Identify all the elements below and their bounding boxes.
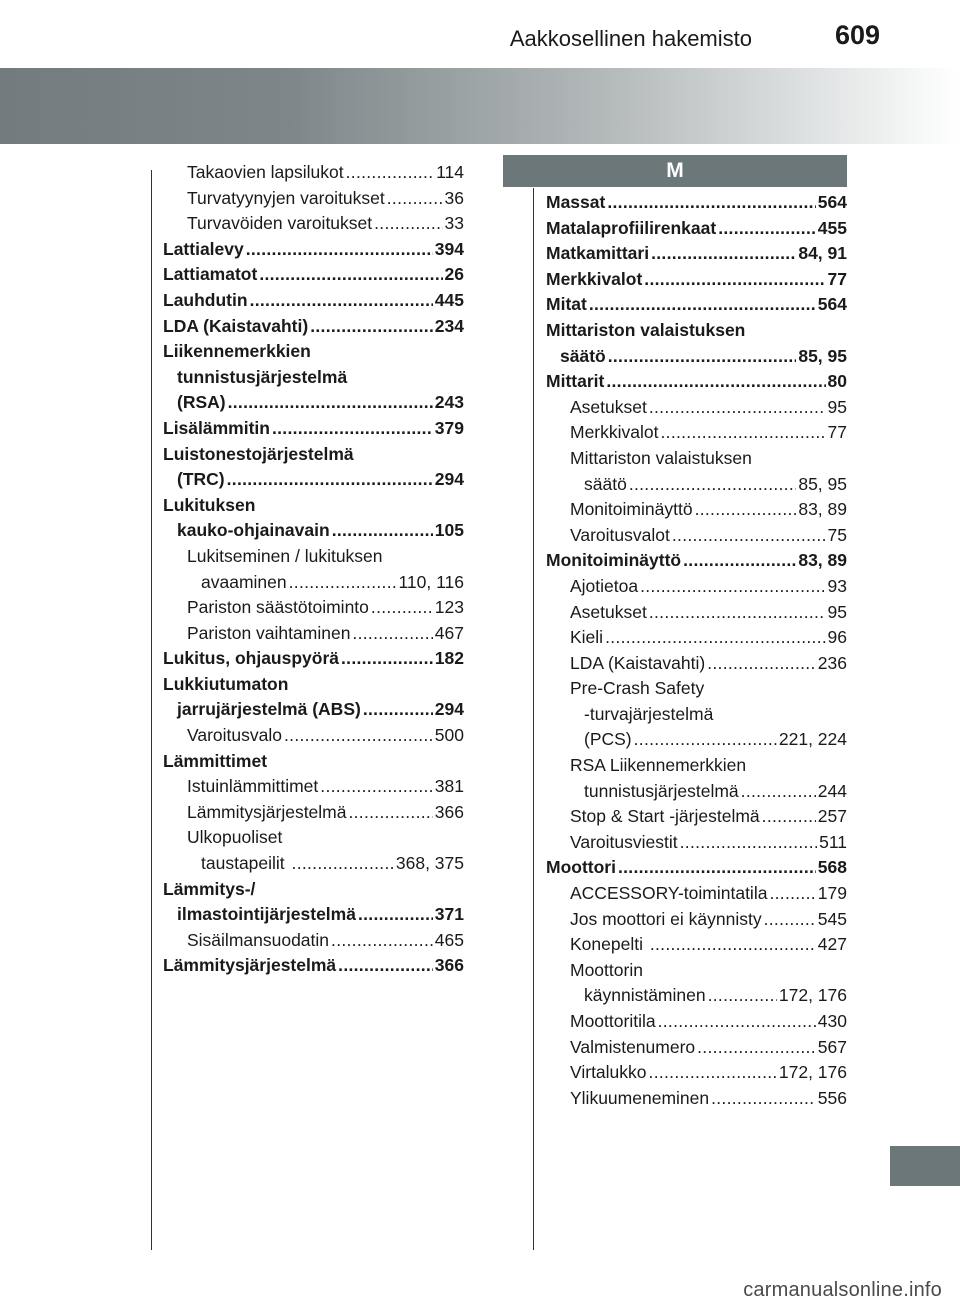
- entry-page-ref: 83, 89: [798, 499, 847, 520]
- entry-page-ref: 95: [827, 396, 847, 417]
- entry-row: [546, 881, 847, 907]
- entry-term: Monitoiminäyttö: [570, 499, 693, 520]
- entry-term: (PCS): [584, 729, 632, 750]
- entry-row: [546, 420, 847, 446]
- dot-leader: [346, 160, 434, 186]
- entry-row: [546, 292, 847, 318]
- entry-row: [163, 570, 464, 596]
- entry-text-line: Liikennemerkkien: [163, 341, 311, 362]
- index-entry: [546, 420, 847, 446]
- dot-leader: [661, 420, 826, 446]
- entry-term: kauko-ohjainavain: [177, 520, 330, 541]
- dot-leader: [589, 292, 816, 318]
- entry-term: Konepelti: [570, 934, 648, 955]
- entry-row: [163, 928, 464, 954]
- entry-term: Moottori: [546, 857, 616, 878]
- entry-page-ref: 455: [817, 217, 847, 238]
- dot-leader: [649, 600, 826, 626]
- entry-page-ref: 85, 95: [798, 473, 847, 494]
- dot-leader: [310, 314, 433, 340]
- entry-row: [163, 902, 464, 928]
- entry-row: [546, 216, 847, 242]
- entry-page-ref: 172, 176: [778, 1062, 847, 1083]
- entry-page-ref: 366: [434, 955, 464, 976]
- entry-row: [163, 953, 464, 979]
- entry-page-ref: 83, 89: [798, 550, 847, 571]
- entry-page-ref: 179: [817, 883, 847, 904]
- entry-page-ref: 33: [444, 213, 464, 234]
- dot-leader: [769, 881, 815, 907]
- entry-page-ref: 371: [434, 904, 464, 925]
- entry-page-ref: 85, 95: [798, 345, 847, 366]
- entry-text-line: Moottorin: [570, 959, 643, 980]
- entry-row: [163, 390, 464, 416]
- entry-term: Ajotietoa: [570, 575, 639, 596]
- entry-page-ref: 445: [434, 289, 464, 310]
- entry-row: [163, 697, 464, 723]
- index-entry: [546, 1060, 847, 1086]
- index-entry: [163, 339, 464, 416]
- dot-leader: [762, 804, 816, 830]
- entry-row: [546, 1035, 847, 1061]
- entry-page-ref: 511: [819, 831, 847, 852]
- entry-page-ref: 110, 116: [398, 571, 464, 592]
- entry-term: Matkamittari: [546, 243, 650, 264]
- entry-row: [163, 237, 464, 263]
- entry-page-ref: 379: [434, 417, 464, 438]
- entry-row: [546, 600, 847, 626]
- entry-page-ref: 172, 176: [778, 985, 847, 1006]
- entry-page-ref: 243: [434, 392, 464, 413]
- entry-term: Varoitusvalo: [187, 725, 283, 746]
- index-entry: [163, 493, 464, 544]
- dot-leader: [683, 548, 796, 574]
- entry-page-ref: 77: [827, 422, 847, 443]
- index-entry: [163, 544, 464, 595]
- index-entry: [546, 651, 847, 677]
- index-entry: [546, 523, 847, 549]
- entry-term: Mitat: [546, 294, 587, 315]
- entry-term: Asetukset: [570, 396, 647, 417]
- index-entry: [163, 800, 464, 826]
- entry-term: säätö: [560, 345, 606, 366]
- entry-term: Pariston vaihtaminen: [187, 622, 351, 643]
- entry-term: Lattiamatot: [163, 264, 258, 285]
- dot-leader: [672, 523, 826, 549]
- index-entry: [546, 958, 847, 1009]
- dot-leader: [332, 518, 433, 544]
- entry-row: [163, 288, 464, 314]
- entry-row: [163, 467, 464, 493]
- entry-row: [163, 774, 464, 800]
- entry-row: [546, 1060, 847, 1086]
- dot-leader: [331, 928, 433, 954]
- index-entry: [546, 676, 847, 753]
- entry-page-ref: 221, 224: [778, 729, 847, 750]
- index-column-right: [546, 190, 847, 1111]
- entry-row: [163, 518, 464, 544]
- entry-term: Stop & Start -järjestelmä: [570, 806, 760, 827]
- dot-leader: [363, 697, 433, 723]
- header-banner: [0, 68, 960, 144]
- dot-leader: [284, 723, 433, 749]
- index-entry: [546, 907, 847, 933]
- entry-row: [546, 779, 847, 805]
- entry-text-line: Mittariston valaistuksen: [570, 447, 752, 468]
- entry-page-ref: 564: [817, 192, 847, 212]
- index-entry: [546, 497, 847, 523]
- entry-term: Turvavöiden varoitukset: [187, 213, 373, 234]
- left-column-rule: [151, 170, 152, 1250]
- entry-row: [546, 548, 847, 574]
- entry-term: Merkkivalot: [546, 268, 643, 289]
- index-entry: [546, 881, 847, 907]
- index-entry: [163, 621, 464, 647]
- dot-leader: [348, 800, 432, 826]
- entry-page-ref: 182: [434, 648, 464, 669]
- index-entry: [163, 825, 464, 876]
- dot-leader: [352, 621, 432, 647]
- entry-term: Monitoiminäyttö: [546, 550, 682, 571]
- entry-row: [546, 395, 847, 421]
- entry-page-ref: 294: [434, 469, 464, 490]
- section-letter: M: [666, 159, 684, 182]
- dot-leader: [764, 907, 816, 933]
- index-entry: [546, 804, 847, 830]
- entry-text-line: Lämmittimet: [163, 750, 268, 771]
- entry-term: Asetukset: [570, 601, 647, 622]
- index-entry: [163, 723, 464, 749]
- entry-term: Lämmitysjärjestelmä: [163, 955, 337, 976]
- entry-term: taustapeilit: [201, 853, 290, 874]
- entry-term: (RSA): [177, 392, 226, 413]
- entry-row: [546, 369, 847, 395]
- entry-page-ref: 430: [817, 1011, 847, 1031]
- index-entry: [163, 953, 464, 979]
- index-entry: [546, 1009, 847, 1035]
- dot-leader: [644, 267, 825, 293]
- entry-row: [546, 267, 847, 293]
- entry-row: [546, 472, 847, 498]
- entry-text-line: Pre-Crash Safety: [570, 678, 705, 699]
- entry-page-ref: 294: [434, 699, 464, 720]
- entry-text-line: Lukituksen: [163, 494, 256, 515]
- entry-term: Varoitusvalot: [570, 524, 670, 545]
- watermark: carmanualsonline.info: [743, 1279, 942, 1301]
- entry-page-ref: 465: [434, 929, 464, 950]
- entry-term: Pariston säästötoiminto: [187, 597, 369, 618]
- entry-row: [546, 497, 847, 523]
- entry-row: [546, 727, 847, 753]
- entry-term: Turvatyynyjen varoitukset: [187, 187, 385, 208]
- entry-row: [163, 416, 464, 442]
- entry-term: Lisälämmitin: [163, 417, 270, 438]
- entry-row: [546, 804, 847, 830]
- right-column-rule: [533, 188, 534, 1250]
- index-entry: [546, 446, 847, 497]
- entry-row: [546, 523, 847, 549]
- entry-term: Lauhdutin: [163, 289, 248, 310]
- index-entry: [163, 877, 464, 928]
- dot-leader: [358, 902, 433, 928]
- index-entry: [546, 369, 847, 395]
- dot-leader: [387, 186, 443, 212]
- index-entry: [163, 160, 464, 186]
- index-entry: [546, 600, 847, 626]
- dot-leader: [259, 262, 442, 288]
- entry-page-ref: 564: [817, 294, 847, 315]
- entry-page-ref: 114: [436, 162, 464, 182]
- index-entry: [163, 442, 464, 493]
- dot-leader: [228, 390, 433, 416]
- dot-leader: [320, 774, 433, 800]
- entry-term: tunnistusjärjestelmä: [584, 780, 739, 801]
- dot-leader: [697, 1035, 816, 1061]
- entry-row: [546, 983, 847, 1009]
- entry-term: LDA (Kaistavahti): [163, 315, 309, 336]
- entry-row: [163, 186, 464, 212]
- entry-term: Virtalukko: [570, 1062, 647, 1083]
- entry-page-ref: 568: [817, 857, 847, 878]
- index-entry: [163, 749, 464, 775]
- index-entry: [163, 774, 464, 800]
- entry-term: Ylikuumeneminen: [570, 1087, 710, 1108]
- entry-row: [163, 314, 464, 340]
- dot-leader: [246, 237, 433, 263]
- entry-row: [546, 344, 847, 370]
- entry-term: jarrujärjestelmä (ABS): [177, 699, 361, 720]
- dot-leader: [718, 216, 816, 242]
- entry-row: [546, 1086, 847, 1112]
- index-entry: [163, 646, 464, 672]
- side-thumb-tab: [890, 1146, 960, 1186]
- entry-term: LDA (Kaistavahti): [570, 652, 706, 673]
- index-entry: [546, 830, 847, 856]
- entry-row: [546, 241, 847, 267]
- entry-text-line: Lämmitys-/: [163, 878, 256, 899]
- entry-text-line: Ulkopuoliset: [187, 827, 283, 848]
- index-entry: [546, 241, 847, 267]
- dot-leader: [640, 574, 825, 600]
- entry-page-ref: 366: [434, 801, 464, 822]
- entry-term: Jos moottori ei käynnisty: [570, 908, 762, 929]
- entry-row: [546, 625, 847, 651]
- dot-leader: [741, 779, 816, 805]
- dot-leader: [629, 472, 797, 498]
- entry-term: avaaminen: [201, 571, 287, 592]
- entry-term: Sisäilmansuodatin: [187, 929, 330, 950]
- index-entry: [546, 1086, 847, 1112]
- entry-row: [546, 574, 847, 600]
- entry-term: ACCESSORY-toimintatila: [570, 883, 768, 904]
- dot-leader: [371, 595, 433, 621]
- dot-leader: [606, 369, 825, 395]
- entry-term: Takaovien lapsilukot: [187, 162, 344, 182]
- dot-leader: [341, 646, 433, 672]
- entry-term: Mittarit: [546, 371, 605, 392]
- dot-leader: [650, 932, 816, 958]
- entry-row: [546, 855, 847, 881]
- dot-leader: [374, 211, 442, 237]
- index-entry: [163, 262, 464, 288]
- entry-page-ref: 545: [817, 908, 847, 929]
- entry-page-ref: 236: [817, 652, 847, 673]
- dot-leader: [708, 983, 777, 1009]
- entry-term: ilmastointijärjestelmä: [177, 904, 356, 925]
- dot-leader: [605, 625, 825, 651]
- entry-row: [163, 262, 464, 288]
- dot-leader: [711, 1086, 816, 1112]
- entry-term: Kieli: [570, 627, 604, 648]
- dot-leader: [250, 288, 433, 314]
- entry-term: Moottoritila: [570, 1011, 656, 1031]
- dot-leader: [618, 855, 816, 881]
- index-entry: [546, 625, 847, 651]
- entry-term: (TRC): [177, 469, 225, 490]
- entry-row: [546, 651, 847, 677]
- entry-term: Merkkivalot: [570, 422, 659, 443]
- index-entry: [546, 1035, 847, 1061]
- entry-term: Matalaprofiilirenkaat: [546, 217, 717, 238]
- entry-row: [546, 907, 847, 933]
- entry-page-ref: 84, 91: [798, 243, 847, 264]
- index-entry: [546, 318, 847, 369]
- entry-page-ref: 257: [817, 806, 847, 827]
- section-header-m: [503, 155, 847, 187]
- entry-page-ref: 26: [444, 264, 464, 285]
- entry-page-ref: 234: [434, 315, 464, 336]
- entry-text-line: RSA Liikennemerkkien: [570, 755, 747, 776]
- dot-leader: [658, 1009, 816, 1035]
- entry-page-ref: 244: [817, 780, 847, 801]
- entry-page-ref: 75: [827, 524, 847, 545]
- entry-row: [163, 160, 464, 186]
- entry-text-line: -turvajärjestelmä: [584, 703, 714, 724]
- index-entry: [546, 548, 847, 574]
- entry-page-ref: 467: [434, 622, 464, 643]
- entry-row: [546, 830, 847, 856]
- entry-term: Varoitusviestit: [570, 831, 678, 852]
- entry-row: [163, 595, 464, 621]
- index-entry: [546, 855, 847, 881]
- page-header: [0, 0, 960, 64]
- entry-page-ref: 427: [817, 934, 847, 955]
- index-entry: [546, 753, 847, 804]
- entry-term: Lattialevy: [163, 238, 244, 259]
- entry-text-line: Lukkiutumaton: [163, 673, 289, 694]
- dot-leader: [292, 851, 394, 877]
- entry-text-line: Lukitseminen / lukituksen: [187, 545, 383, 566]
- dot-leader: [272, 416, 433, 442]
- entry-page-ref: 80: [827, 371, 847, 392]
- entry-row: [163, 800, 464, 826]
- dot-leader: [338, 953, 433, 979]
- index-entry: [163, 237, 464, 263]
- entry-term: Istuinlämmittimet: [187, 776, 319, 797]
- entry-page-ref: 381: [434, 776, 464, 797]
- entry-page-ref: 123: [434, 597, 464, 618]
- index-entry: [546, 267, 847, 293]
- page-number: 609: [834, 20, 880, 50]
- index-entry: [163, 211, 464, 237]
- index-entry: [546, 190, 847, 216]
- index-entry: [546, 395, 847, 421]
- entry-row: [163, 646, 464, 672]
- entry-text-line: tunnistusjärjestelmä: [177, 366, 348, 387]
- dot-leader: [227, 467, 433, 493]
- entry-text-line: Mittariston valaistuksen: [546, 319, 746, 340]
- entry-row: [163, 723, 464, 749]
- index-entry: [163, 314, 464, 340]
- index-entry: [163, 288, 464, 314]
- dot-leader: [607, 190, 815, 216]
- entry-row: [163, 621, 464, 647]
- entry-row: [163, 211, 464, 237]
- entry-page-ref: 96: [827, 627, 847, 648]
- entry-page-ref: 93: [827, 575, 847, 596]
- entry-page-ref: 567: [817, 1036, 847, 1057]
- index-entry: [546, 574, 847, 600]
- dot-leader: [649, 395, 826, 421]
- entry-term: käynnistäminen: [584, 985, 706, 1006]
- dot-leader: [649, 1060, 777, 1086]
- entry-row: [546, 932, 847, 958]
- index-column-left: [163, 160, 464, 979]
- dot-leader: [289, 570, 397, 596]
- index-entry: [163, 928, 464, 954]
- entry-page-ref: 556: [817, 1087, 847, 1108]
- entry-term: Massat: [546, 192, 606, 212]
- entry-page-ref: 36: [444, 187, 464, 208]
- index-entry: [163, 595, 464, 621]
- entry-term: Lukitus, ohjauspyörä: [163, 648, 339, 669]
- index-entry: [546, 932, 847, 958]
- index-entry: [163, 186, 464, 212]
- header-title: Aakkosellinen hakemisto: [509, 26, 752, 51]
- entry-page-ref: 105: [434, 520, 464, 541]
- index-entry: [163, 416, 464, 442]
- entry-page-ref: 368, 375: [395, 853, 464, 874]
- dot-leader: [695, 497, 797, 523]
- entry-text-line: Luistonestojärjestelmä: [163, 443, 354, 464]
- entry-page-ref: 500: [434, 725, 464, 746]
- entry-row: [163, 851, 464, 877]
- index-entry: [546, 216, 847, 242]
- entry-page-ref: 95: [827, 601, 847, 622]
- dot-leader: [651, 241, 796, 267]
- dot-leader: [680, 830, 817, 856]
- entry-page-ref: 394: [434, 238, 464, 259]
- entry-term: Valmistenumero: [570, 1036, 696, 1057]
- dot-leader: [634, 727, 777, 753]
- dot-leader: [707, 651, 816, 677]
- entry-row: [546, 1009, 847, 1035]
- entry-row: [546, 190, 847, 216]
- entry-term: Lämmitysjärjestelmä: [187, 801, 347, 822]
- index-entry: [163, 672, 464, 723]
- index-entry: [546, 292, 847, 318]
- dot-leader: [608, 344, 797, 370]
- entry-page-ref: 77: [827, 268, 847, 289]
- entry-term: säätö: [584, 473, 627, 494]
